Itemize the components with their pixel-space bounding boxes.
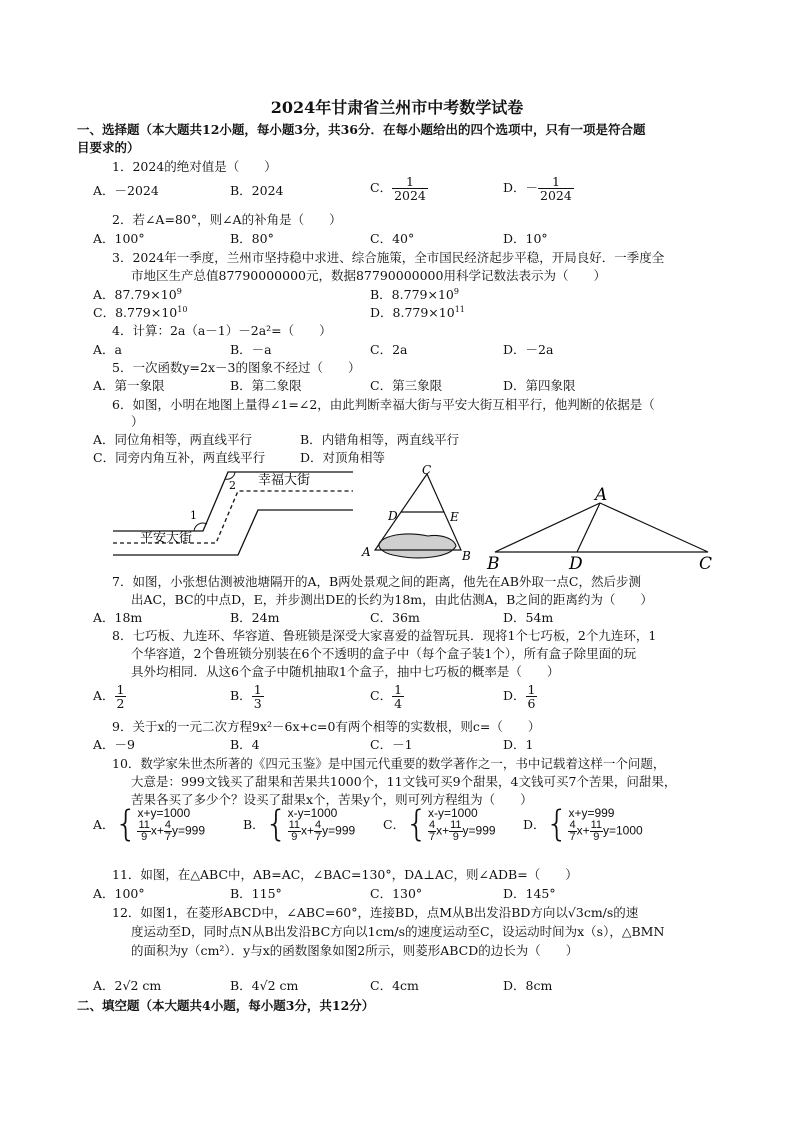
q10-stem-line2: 大意是：999文钱买了甜果和苦果共1000个，11文钱可买9个甜果，4文钱可买7个苦果，问甜果， bbox=[131, 774, 677, 789]
q1-c-numerator: 1 bbox=[392, 175, 428, 189]
q1-option-c-fraction bbox=[392, 175, 428, 202]
q1-d-denominator: 2024 bbox=[540, 188, 572, 204]
q12-stem-line2: 度运动至D，同时点N从B出发沿BC方向以1cm/s的速度运动至C，设运动时间为x（s），△BMN bbox=[131, 924, 665, 939]
q4-stem: 4．计算：2a（a－1）－2a²=（ ） bbox=[112, 323, 332, 338]
q10-a-c1d: 9 bbox=[141, 831, 148, 844]
q2-stem: 2．若∠A=80°，则∠A的补角是（ ） bbox=[112, 212, 342, 227]
q9-option-d: D．1 bbox=[503, 737, 534, 752]
triangle-abc-outline bbox=[495, 503, 708, 552]
q1-option-d-fraction bbox=[538, 175, 574, 202]
q7-option-a: A．18m bbox=[93, 610, 143, 625]
q1-option-c bbox=[370, 175, 428, 202]
q11-option-d: D．145° bbox=[503, 886, 556, 901]
q10-c-system bbox=[428, 806, 496, 843]
q8-c-den: 4 bbox=[394, 696, 403, 712]
q5-stem: 5．一次函数y=2x－3的图象不经过（ ） bbox=[112, 360, 361, 375]
point-d-label: D bbox=[569, 554, 583, 572]
q10-a-label: A． bbox=[93, 816, 115, 832]
vertex-c-label: C bbox=[699, 554, 713, 572]
q10-b-eq1: x-y=1000 bbox=[287, 806, 338, 820]
q5-option-b: B．第二象限 bbox=[230, 378, 302, 393]
q10-a-brace: { bbox=[114, 803, 138, 845]
q11-option-b: B．115° bbox=[230, 886, 282, 901]
q9-option-b: B．4 bbox=[230, 737, 260, 752]
q3-c-exp: 10 bbox=[177, 305, 188, 314]
q10-d-brace: { bbox=[545, 803, 569, 845]
q3-a-exp: 9 bbox=[176, 287, 182, 296]
q10-b-label: B． bbox=[243, 816, 265, 832]
q2-option-d: D．10° bbox=[503, 231, 548, 246]
q10-b-mid: x+ bbox=[301, 824, 315, 839]
q8-d-num: 1 bbox=[527, 682, 536, 697]
q8-c-label: C． bbox=[370, 688, 393, 704]
q9-option-c: C．－1 bbox=[370, 737, 413, 752]
street-label-top: 幸福大街 bbox=[258, 473, 311, 488]
section-2-heading: 二、填空题（本大题共4小题，每小题3分，共12分） bbox=[77, 998, 375, 1013]
q10-option-b bbox=[243, 803, 356, 845]
q3-option-c bbox=[93, 305, 187, 321]
q5-option-d: D．第四象限 bbox=[503, 378, 576, 393]
q8-a-den: 2 bbox=[116, 696, 125, 712]
q5-option-a: A．第一象限 bbox=[93, 378, 165, 393]
q6-option-d: D．对顶角相等 bbox=[300, 450, 386, 465]
q7-option-d: D．54m bbox=[503, 610, 554, 625]
q10-b-c2d: 7 bbox=[315, 831, 322, 844]
q10-d-eq2 bbox=[568, 820, 642, 843]
q9-option-a: A．－9 bbox=[93, 737, 135, 752]
q8-d-label: D． bbox=[503, 688, 526, 704]
q8-b-num: 1 bbox=[253, 682, 262, 697]
angle-1-label: 1 bbox=[190, 509, 197, 522]
q10-d-eq1: x+y=999 bbox=[568, 806, 615, 820]
q10-a-c2n: 4 bbox=[164, 819, 171, 832]
q10-a-rhs: y=999 bbox=[172, 824, 206, 839]
point-c-label: C bbox=[422, 463, 432, 477]
q10-b-c1n: 11 bbox=[288, 819, 301, 832]
page-title: 2024年甘肃省兰州市中考数学试卷 bbox=[270, 98, 524, 117]
q3-stem-line1: 3．2024年一季度，兰州市坚持稳中求进、综合施策，全市国民经济起步平稳，开局良好．一季度全 bbox=[112, 250, 665, 265]
q7-stem-line1: 7．如图，小张想估测被池塘隔开的A，B两处景观之间的距离，他先在AB外取一点C，然后步测 bbox=[112, 574, 641, 589]
q8-stem-line3: 具外均相同．从这6个盒子中随机抽取1个盒子，抽中七巧板的概率是（ ） bbox=[131, 664, 560, 679]
q10-c-c1n: 4 bbox=[428, 819, 436, 832]
angle-2-label: 2 bbox=[229, 479, 236, 492]
q3-option-a bbox=[93, 287, 182, 303]
q12-option-a: A．2√2 cm bbox=[93, 978, 162, 993]
q1-option-d bbox=[503, 175, 574, 202]
q3-b-exp: 9 bbox=[453, 287, 459, 296]
q3-stem-line2: 市地区生产总值87790000000元，数据87790000000用科学记数法表示为（ ） bbox=[131, 268, 606, 283]
q10-c-eq1: x-y=1000 bbox=[427, 806, 478, 820]
section-1-heading: 一、选择题（本大题共12小题，每小题3分，共36分．在每小题给出的四个选项中，只有一项是符合题 bbox=[77, 122, 646, 137]
q3-option-b bbox=[370, 287, 459, 303]
q8-stem-line1: 8．七巧板、九连环、华容道、鲁班锁是深受大家喜爱的益智玩具．现将1个七巧板，2个九连环，1 bbox=[112, 628, 657, 643]
q12-option-c: C．4cm bbox=[370, 978, 419, 993]
q5-option-c: C．第三象限 bbox=[370, 378, 443, 393]
q10-d-c2d: 9 bbox=[593, 831, 600, 844]
q1-option-c-label: C． bbox=[370, 180, 393, 196]
street-label-bottom: 平安大街 bbox=[140, 531, 193, 546]
q3-d-exp: 11 bbox=[454, 305, 465, 314]
q8-b-den: 3 bbox=[253, 696, 262, 712]
q8-d-den: 6 bbox=[527, 696, 536, 712]
q10-c-label: C． bbox=[383, 816, 406, 832]
q10-c-c2n: 11 bbox=[450, 819, 462, 832]
q8-option-c bbox=[370, 683, 404, 710]
q10-a-eq2 bbox=[137, 820, 205, 843]
q8-c-num: 1 bbox=[394, 682, 403, 697]
q10-d-system bbox=[568, 806, 642, 843]
q7-stem-line2: 出AC，BC的中点D，E，并步测出DE的长约为18m，由此估测A，B之间的距离约为（ ） bbox=[131, 592, 653, 607]
point-b-label: B bbox=[462, 549, 471, 562]
q10-d-mid: x+ bbox=[576, 824, 590, 839]
q10-a-eq1: x+y=1000 bbox=[137, 806, 191, 820]
q1-option-a: A．－2024 bbox=[93, 183, 159, 198]
q10-b-c1d: 9 bbox=[291, 831, 298, 844]
isosceles-triangle-diagram bbox=[483, 480, 723, 572]
point-e-label: E bbox=[450, 510, 459, 524]
q4-option-d: D．－2a bbox=[503, 342, 554, 357]
q10-d-c1n: 4 bbox=[569, 819, 576, 832]
q12-stem-line3: 的面积为y（cm²）．y与x的函数图象如图2所示，则菱形ABCD的边长为（ ） bbox=[131, 943, 579, 958]
q6-stem-line1: 6．如图，小明在地图上量得∠1=∠2，由此判断幸福大街与平安大街互相平行，他判断的依据是（ bbox=[112, 397, 655, 412]
q12-option-d: D．8cm bbox=[503, 978, 553, 993]
q3-option-d bbox=[370, 305, 465, 321]
q12-stem-line1: 12．如图1，在菱形ABCD中，∠ABC=60°，连接BD，点M从B出发沿BD方向以√3cm/s的速 bbox=[112, 905, 639, 920]
q7-option-b: B．24m bbox=[230, 610, 280, 625]
vertex-b-label: B bbox=[487, 554, 500, 572]
q2-option-b: B．80° bbox=[230, 231, 274, 246]
q6-option-b: B．内错角相等，两直线平行 bbox=[300, 432, 460, 447]
q2-option-c: C．40° bbox=[370, 231, 415, 246]
q10-c-c1d: 7 bbox=[428, 831, 436, 844]
q8-a-fraction bbox=[115, 683, 127, 710]
q8-d-fraction bbox=[526, 683, 538, 710]
q10-d-label: D． bbox=[523, 816, 546, 832]
q10-a-system bbox=[137, 806, 205, 843]
q8-b-label: B． bbox=[230, 688, 252, 704]
q12-option-b: B．4√2 cm bbox=[230, 978, 299, 993]
q4-option-a: A．a bbox=[93, 342, 122, 357]
q2-option-a: A．100° bbox=[93, 231, 145, 246]
vertex-a-label: A bbox=[595, 485, 608, 505]
q10-a-c2d: 7 bbox=[164, 831, 171, 844]
q8-a-num: 1 bbox=[116, 682, 125, 697]
q8-stem-line2: 个华容道，2个鲁班锁分别装在6个不透明的盒子中（每个盒子装1个），所有盒子除里面的玩 bbox=[131, 646, 637, 661]
q10-b-c2n: 4 bbox=[315, 819, 322, 832]
q10-option-d bbox=[523, 803, 643, 845]
q10-d-c1d: 7 bbox=[569, 831, 576, 844]
q10-c-mid: x+ bbox=[436, 824, 450, 839]
q10-stem-line1: 10．数学家朱世杰所著的《四元玉鉴》是中国元代重要的数学著作之一，书中记载着这样一个问题， bbox=[112, 756, 666, 771]
point-d-label: D bbox=[388, 509, 398, 523]
q7-option-c: C．36m bbox=[370, 610, 420, 625]
q8-c-fraction bbox=[392, 683, 404, 710]
q10-stem-line3: 苦果各买了多少个？设买了甜果x个，苦果y个，则可列方程组为（ ） bbox=[131, 792, 533, 807]
q8-option-a bbox=[93, 683, 126, 710]
q1-option-d-label: D．－ bbox=[503, 180, 539, 196]
q1-option-b: B．2024 bbox=[230, 183, 284, 198]
q3-d-text: D．8.779×10 bbox=[370, 305, 455, 321]
street-diagram bbox=[108, 462, 358, 562]
q8-b-fraction bbox=[252, 683, 264, 710]
q10-d-rhs: y=1000 bbox=[603, 824, 643, 839]
segment-ad bbox=[577, 503, 600, 552]
q6-stem-line2: ） bbox=[131, 414, 144, 429]
q11-option-a: A．100° bbox=[93, 886, 145, 901]
q3-b-text: B．8.779×10 bbox=[370, 287, 454, 303]
q10-option-a bbox=[93, 803, 206, 845]
pond-triangle-diagram bbox=[358, 462, 478, 562]
q10-a-mid: x+ bbox=[150, 824, 164, 839]
q10-b-brace: { bbox=[264, 803, 288, 845]
q11-stem: 11．如图，在△ABC中，AB=AC，∠BAC=130°，DA⊥AC，则∠ADB=（ ） bbox=[112, 867, 578, 882]
q1-d-numerator: 1 bbox=[538, 175, 574, 189]
q6-option-c: C．同旁内角互补，两直线平行 bbox=[93, 450, 266, 465]
point-a-label: A bbox=[362, 545, 371, 559]
q4-option-c: C．2a bbox=[370, 342, 408, 357]
q1-stem: 1．2024的绝对值是（ ） bbox=[112, 159, 277, 174]
q4-option-b: B．－a bbox=[230, 342, 272, 357]
q9-stem: 9．关于x的一元二次方程9x²－6x+c=0有两个相等的实数根，则c=（ ） bbox=[112, 719, 541, 734]
q10-c-brace: { bbox=[405, 803, 428, 845]
q8-option-b bbox=[230, 683, 264, 710]
q10-b-system bbox=[288, 806, 356, 843]
section-1-heading-cont: 目要求的） bbox=[77, 140, 140, 155]
q1-c-denominator: 2024 bbox=[394, 188, 426, 204]
q10-c-eq2 bbox=[428, 820, 496, 843]
q10-option-c bbox=[383, 803, 496, 845]
q10-c-c2d: 9 bbox=[452, 831, 459, 844]
q10-b-eq2 bbox=[288, 820, 356, 843]
q6-option-a: A．同位角相等，两直线平行 bbox=[93, 432, 253, 447]
q11-option-c: C．130° bbox=[370, 886, 423, 901]
q10-a-c1n: 11 bbox=[138, 819, 150, 832]
q10-b-rhs: y=999 bbox=[322, 824, 356, 839]
q10-d-c2n: 11 bbox=[590, 819, 602, 832]
pond-shape bbox=[379, 534, 456, 558]
q8-option-d bbox=[503, 683, 537, 710]
q3-a-text: A．87.79×10 bbox=[93, 287, 177, 303]
q8-a-label: A． bbox=[93, 688, 115, 704]
q10-c-rhs: y=999 bbox=[462, 824, 496, 839]
q3-c-text: C．8.779×10 bbox=[93, 305, 178, 321]
